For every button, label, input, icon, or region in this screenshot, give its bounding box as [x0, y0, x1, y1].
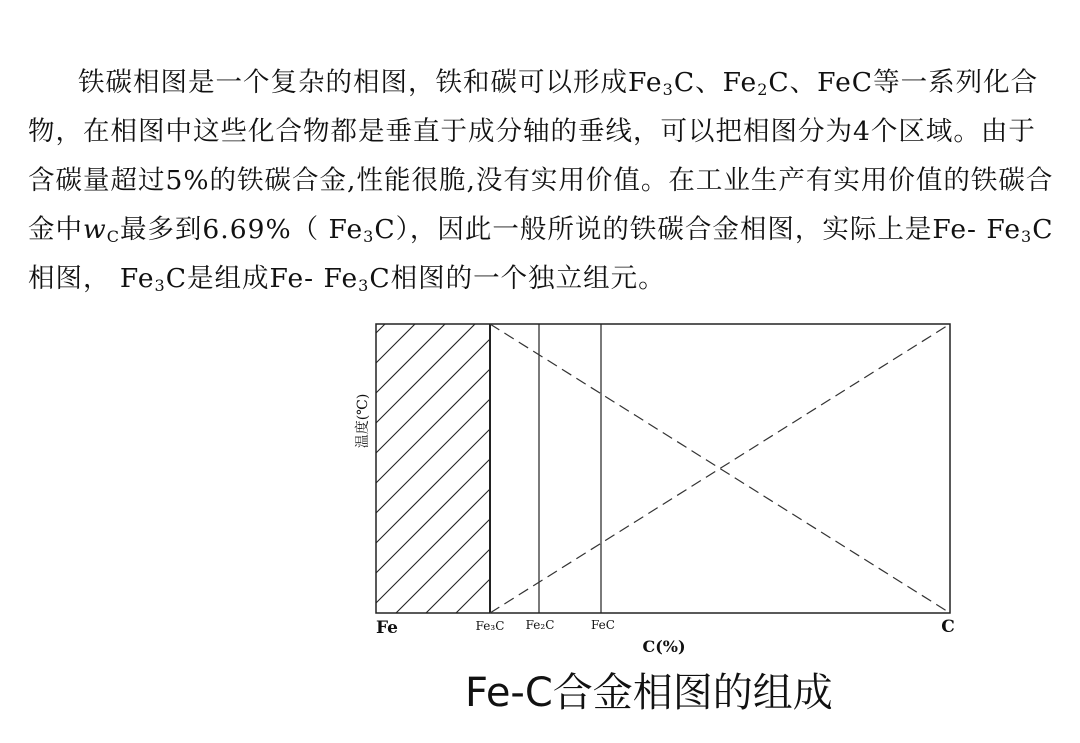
label-fe: Fe — [376, 618, 398, 638]
label-fec: FeC — [591, 618, 615, 632]
intro-paragraph: 铁碳相图是一个复杂的相图，铁和碳可以形成$Fe_3C$、$Fe_2C$、FeC等一系列化合物，在相图中这些化合物都是垂直于成分轴的垂线，可以把相图分为4个区域。由于含碳量超过5%的铁碳合金,性能很脆,没有实用价值。在工业生产有实用价值的铁碳合金中$w_C$最多到6.69%（ $Fe_3C$），因此一般所说的铁碳合金相图，实际上是Fe- $Fe_3C$相图， $Fe_3C$是组成Fe- $Fe_3C$相图的一个独立组元。 — [28, 67, 1054, 295]
fe-c-phase-diagram — [346, 316, 966, 666]
hatched-region — [346, 316, 756, 613]
figure-caption: Fe-C合金相图的组成 — [465, 670, 833, 716]
label-fe3c: Fe₃C — [475, 619, 505, 633]
label-fe2c: Fe₂C — [525, 618, 555, 632]
label-c: C — [941, 617, 955, 637]
y-axis-label: 温度(℃) — [355, 393, 371, 449]
x-axis-label: C(%) — [642, 637, 686, 656]
